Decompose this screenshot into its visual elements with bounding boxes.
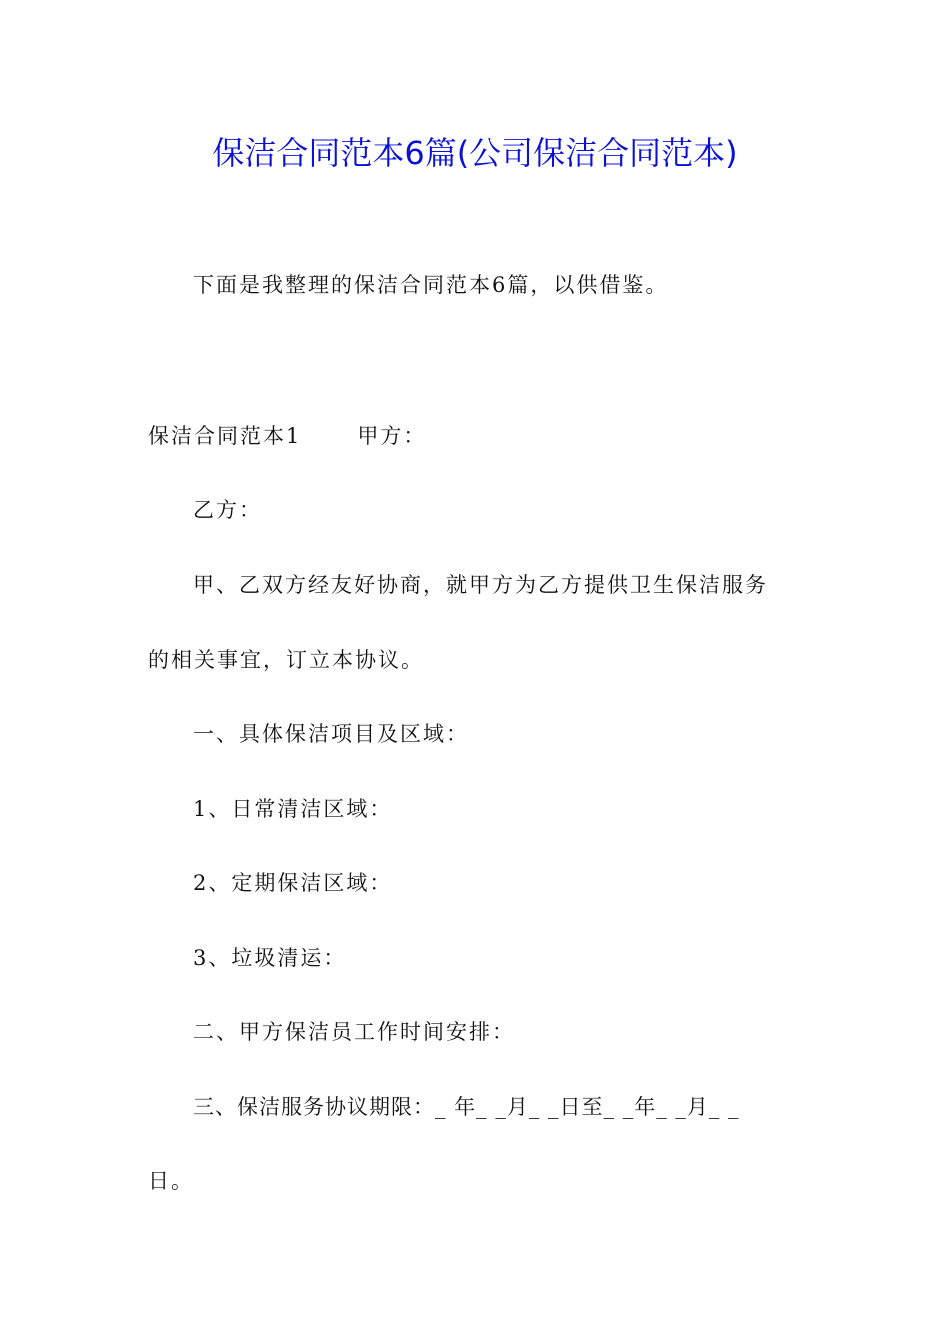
clause-1: 一、具体保洁项目及区域：	[193, 722, 469, 746]
clause-3-line-1: 三、保洁服务协议期限：_ 年_ _月_ _日至_ _年_ _月_ _	[193, 1095, 740, 1119]
paragraph-1-line-1: 甲、乙双方经友好协商，就甲方为乙方提供卫生保洁服务	[193, 573, 768, 597]
document-title: 保洁合同范本6篇(公司保洁合同范本)	[212, 134, 738, 172]
paragraph-1-line-2: 的相关事宜，订立本协议。	[148, 648, 424, 672]
party-b-label: 乙方：	[193, 498, 262, 522]
section-heading: 保洁合同范本1	[148, 424, 302, 448]
section-heading-line	[148, 416, 426, 456]
clause-2: 二、甲方保洁员工作时间安排：	[193, 1020, 515, 1044]
clause-1-1: 1、日常清洁区域：	[193, 797, 393, 821]
intro-text: 下面是我整理的保洁合同范本6篇，以供借鉴。	[193, 273, 669, 297]
clause-1-2: 2、定期保洁区域：	[193, 871, 393, 895]
clause-1-3: 3、垃圾清运：	[193, 946, 347, 970]
party-a-label: 甲方：	[357, 424, 427, 448]
clause-3-line-2: 日。	[148, 1169, 194, 1193]
